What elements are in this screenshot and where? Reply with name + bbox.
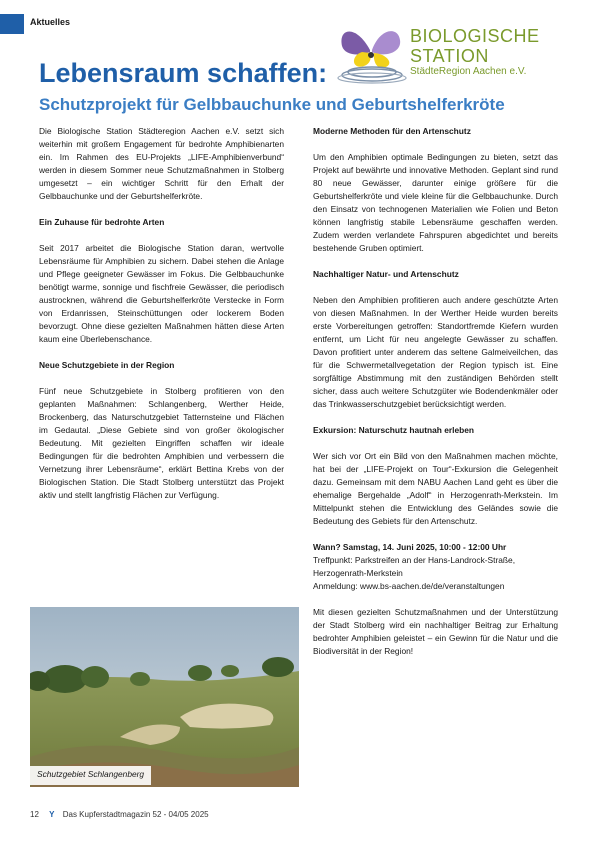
closing-paragraph: Mit diesen gezielten Schutzmaßnahmen und der Unterstützung der Stadt Stolberg wird ein nachhaltiger Beitrag zur Erhaltung bedrohter Amphibien geleistet – ein Gewinn für die Natur und die Biodiversität in der Region! xyxy=(313,607,558,656)
biologische-station-logo xyxy=(336,20,576,84)
logo-text-line1: BIOLOGISCHE xyxy=(410,26,540,46)
logo-text-line3: StädteRegion Aachen e.V. xyxy=(410,66,527,77)
logo-text-line2: STATION xyxy=(410,46,489,66)
article-title: Lebensraum schaffen: xyxy=(39,58,328,88)
event-registration: Anmeldung: www.bs-aachen.de/de/veranstaltungen xyxy=(313,581,505,591)
left-column xyxy=(39,125,284,515)
landscape-photo xyxy=(30,607,299,787)
section-heading: Nachhaltiger Natur- und Artenschutz xyxy=(313,269,459,279)
body-paragraph: Seit 2017 arbeitet die Biologische Station daran, wertvolle Lebensräume für Amphibien zu sichern. Dabei stehen die Anlage und Pflege geeigneter Gewässer im Fokus. Die Gelbbauchunke benötigt warme, sonnige und fischfreie Gewässer, die periodisch austrocknen, während die Geburtshelferkröte Verstecke in Form von Erdanrissen, Steinschüttungen oder lockerem Boden bevorzugt. Ohne diese gezielten Maßnahmen hätten diese Arten kaum eine Überlebenschance. xyxy=(39,243,284,344)
article-subtitle: Schutzprojekt für Gelbbauchunke und Geburtshelferkröte xyxy=(39,95,505,114)
intro-paragraph: Die Biologische Station Städteregion Aachen e.V. setzt sich weiterhin mit großem Engagement für bedrohte Amphibienarten ein. Im Rahmen des EU-Projekts „LIFE-Amphibienverbund“ werden in diesem Sommer neue Schutzmaßnahmen in Stolberg umgesetzt – ein wichtiger Schritt für den Erhalt der Gelbbauchunke und der Geburtshelferkröte. xyxy=(39,126,284,201)
body-paragraph: Um den Amphibien optimale Bedingungen zu bieten, setzt das Projekt auf bewährte und innovative Methoden. Geplant sind rund 80 neue Gewässer, darunter einige größere für die Geburtshelferkröte und viele kleine für die Gelbbauchunke. Durch den Einsatz von technogenen Materialien wie Folien und Beton können langfristig stabile Lebensräume geschaffen werden. Zudem werden verlandete Fahrspuren abgedichtet und bereits bestehende Gruben optimiert. xyxy=(313,152,558,253)
section-heading: Moderne Methoden für den Artenschutz xyxy=(313,126,471,136)
section-color-bar xyxy=(0,14,24,34)
section-heading: Exkursion: Naturschutz hautnah erleben xyxy=(313,425,475,435)
right-column xyxy=(313,125,558,671)
event-location: Treffpunkt: Parkstreifen an der Hans-Landrock-Straße, Herzogenrath-Merkstein xyxy=(313,555,516,578)
section-heading: Neue Schutzgebiete in der Region xyxy=(39,360,175,370)
event-date: Wann? Samstag, 14. Juni 2025, 10:00 - 12:00 Uhr xyxy=(313,542,507,552)
body-paragraph: Neben den Amphibien profitieren auch andere geschützte Arten von diesen Maßnahmen. In der Werther Heide wurden bereits erste Vorbereitungen getroffen: Standortfremde Kiefern wurden entfernt, um Licht für neu angelegte Gewässer zu schaffen. Davon profitiert unter anderem das seltene Galmeiveilchen, das für die Schwermetallvegetation der Region typisch ist. Eine sorgfältige Abstimmung mit den zuständigen Behörden stellt sicher, dass auch weitere Schutzgüter wie Bodendenkmäler oder das Trinkwasserschutzgebiet berücksichtigt werden. xyxy=(313,295,558,409)
page-footer xyxy=(30,810,209,819)
magazine-y-icon: Y xyxy=(49,810,55,819)
magazine-name: Das Kupferstadtmagazin 52 - 04/05 2025 xyxy=(62,810,209,819)
photo-caption: Schutzgebiet Schlangenberg xyxy=(30,766,151,785)
section-heading: Ein Zuhause für bedrohte Arten xyxy=(39,217,165,227)
butterfly-logo-icon xyxy=(336,20,408,84)
page-number: 12 xyxy=(30,810,39,819)
body-paragraph: Wer sich vor Ort ein Bild von den Maßnahmen machen möchte, hat bei der „LIFE-Projekt on Tour“-Exkursion die Gelegenheit dazu. Gemeinsam mit dem NABU Aachen Land geht es über die ehemalige Bergehalde „Adolf“ in Herzogenrath-Merkstein. Im Mittelpunkt stehen die Entwicklung des Geländes sowie die Bedeutung des Gebiets für den Artenschutz. xyxy=(313,451,558,526)
body-paragraph: Fünf neue Schutzgebiete in Stolberg profitieren von den geplanten Maßnahmen: Schlangenberg, Werther Heide, Brockenberg, das Naturschutzgebiet Tatternsteine und Flächen im Gedautal. „Diese Gebiete sind von großer ökologischer Bedeutung. Mit gezielten Eingriffen schaffen wir ideale Bedingungen für die bedrohten Amphibien und verbessern die Vernetzung ihrer Lebensräume“, erklärt Bettina Krebs von der Biologischen Station. Die Stadt Stolberg unterstützt das Projekt aktiv und stellt langfristig Flächen zur Verfügung. xyxy=(39,386,284,500)
heathland-photo-image xyxy=(30,607,299,787)
section-label: Aktuelles xyxy=(30,17,71,27)
